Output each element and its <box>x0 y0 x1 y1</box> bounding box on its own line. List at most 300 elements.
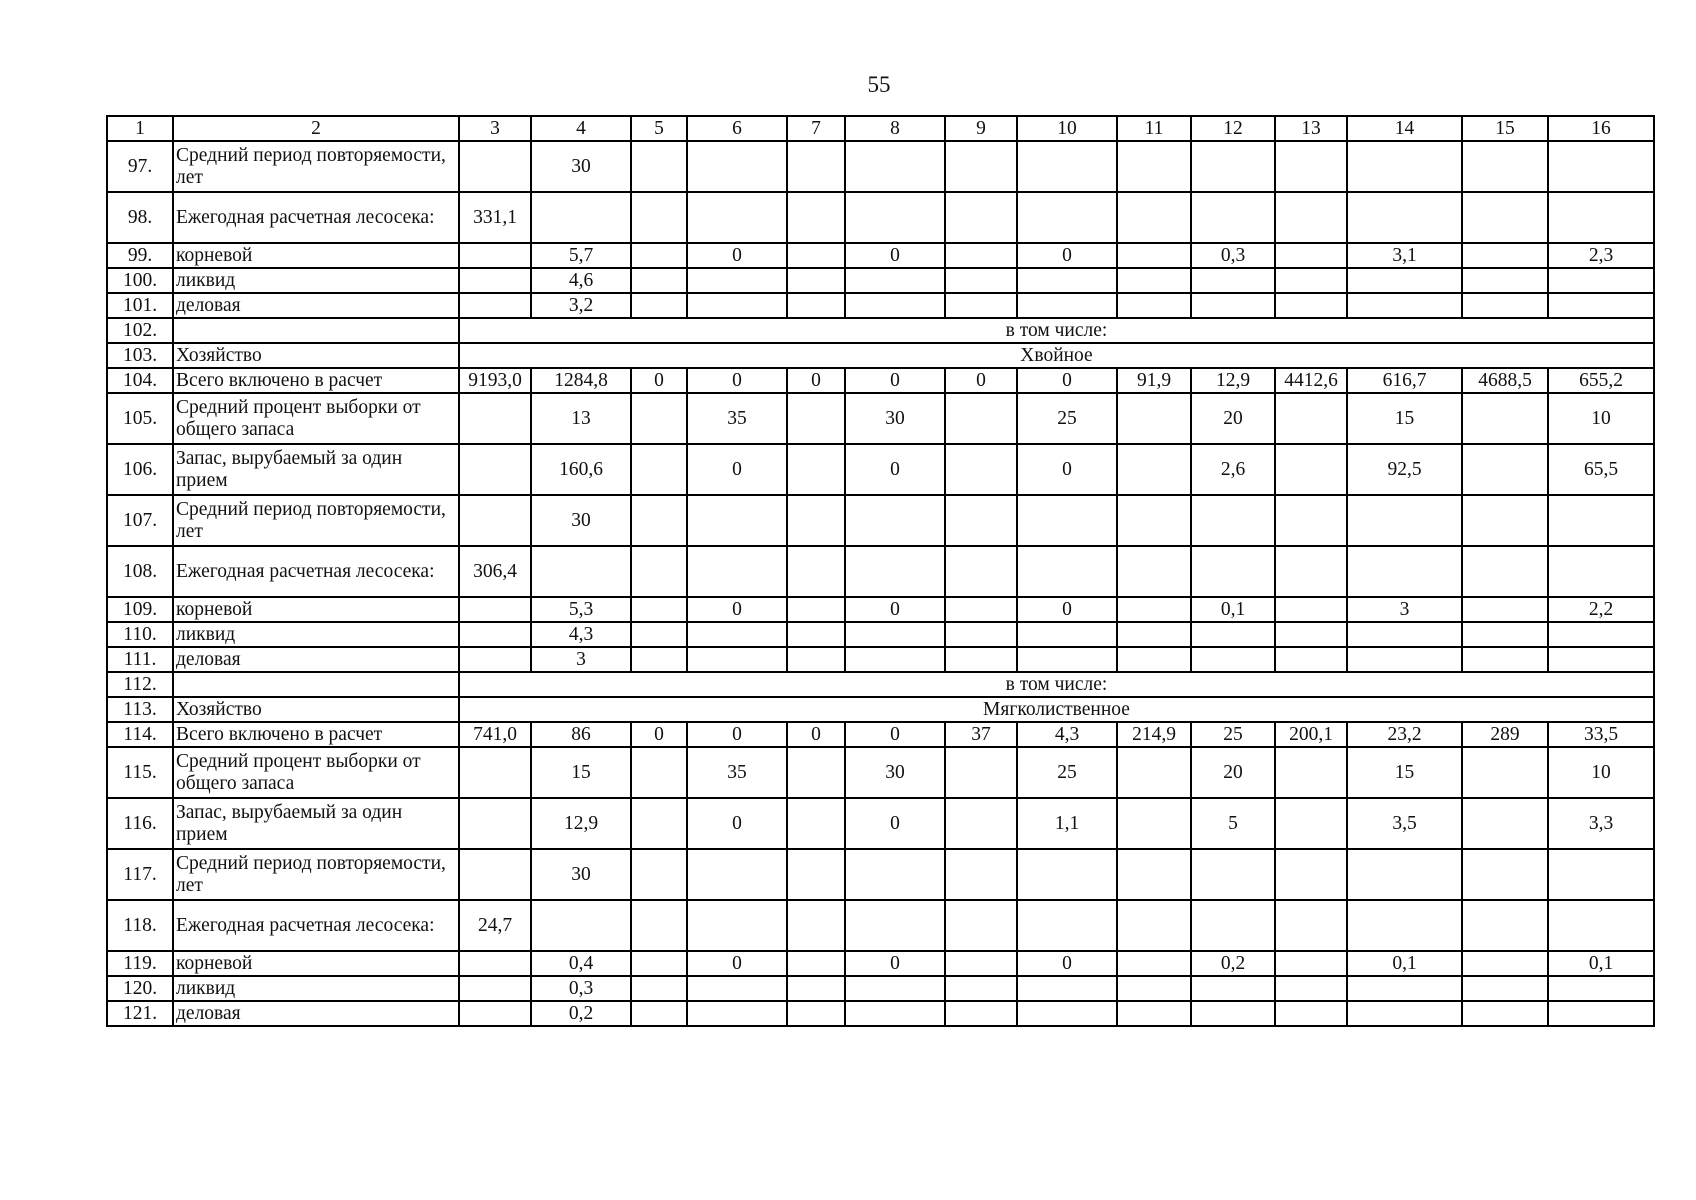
table-cell: 12,9 <box>1191 368 1275 393</box>
table-cell <box>945 647 1017 672</box>
table-cell: 4412,6 <box>1275 368 1347 393</box>
table-cell <box>1548 268 1654 293</box>
table-cell <box>945 141 1017 192</box>
table-cell: 0 <box>845 243 945 268</box>
table-cell: 1284,8 <box>531 368 631 393</box>
table-cell <box>1347 495 1462 546</box>
table-row <box>107 849 1654 900</box>
column-header: 16 <box>1548 116 1654 141</box>
table-cell: 0 <box>845 798 945 849</box>
table-cell <box>1548 1001 1654 1026</box>
table-cell: 0 <box>1017 951 1117 976</box>
table-cell <box>631 798 687 849</box>
table-cell <box>687 293 787 318</box>
table-cell: 0 <box>687 243 787 268</box>
table-cell <box>1017 546 1117 597</box>
table-cell <box>631 192 687 243</box>
row-number: 108. <box>107 546 173 597</box>
table-cell <box>459 951 531 976</box>
forest-calculation-table <box>106 115 1655 1027</box>
table-cell <box>687 622 787 647</box>
table-cell: 0 <box>845 597 945 622</box>
column-header: 5 <box>631 116 687 141</box>
table-cell <box>459 444 531 495</box>
table-cell <box>945 192 1017 243</box>
row-label: деловая <box>173 1001 459 1026</box>
table-cell <box>845 546 945 597</box>
table-cell: 0 <box>845 951 945 976</box>
table-cell <box>1275 951 1347 976</box>
table-cell <box>1117 849 1191 900</box>
table-cell <box>1117 243 1191 268</box>
table-cell <box>459 393 531 444</box>
table-cell <box>945 951 1017 976</box>
table-cell: 9193,0 <box>459 368 531 393</box>
table-cell <box>787 647 845 672</box>
table-cell <box>1347 293 1462 318</box>
table-cell <box>631 951 687 976</box>
table-cell <box>1462 141 1548 192</box>
table-cell <box>945 495 1017 546</box>
column-header: 2 <box>173 116 459 141</box>
table-cell <box>945 849 1017 900</box>
table-cell <box>1462 1001 1548 1026</box>
table-cell: 30 <box>531 141 631 192</box>
table-cell: 25 <box>1017 393 1117 444</box>
table-cell <box>631 622 687 647</box>
table-cell: 25 <box>1017 747 1117 798</box>
table-cell <box>845 900 945 951</box>
table-row <box>107 951 1654 976</box>
table-cell: 0 <box>687 597 787 622</box>
row-label: Запас, вырубаемый за один прием <box>173 798 459 849</box>
table-cell <box>1117 141 1191 192</box>
table-row <box>107 141 1654 192</box>
table-cell <box>1191 900 1275 951</box>
table-row <box>107 495 1654 546</box>
table-cell <box>787 393 845 444</box>
page-number: 55 <box>867 72 891 97</box>
table-row <box>107 268 1654 293</box>
table-cell <box>1462 622 1548 647</box>
table-cell <box>1347 647 1462 672</box>
header-row <box>107 116 1654 141</box>
table-cell <box>1191 546 1275 597</box>
table-cell <box>1275 495 1347 546</box>
table-cell <box>1347 1001 1462 1026</box>
row-number: 102. <box>107 318 173 343</box>
table-cell <box>945 597 1017 622</box>
table-cell <box>787 268 845 293</box>
row-label: Всего включено в расчет <box>173 722 459 747</box>
row-number: 105. <box>107 393 173 444</box>
row-number: 117. <box>107 849 173 900</box>
table-cell <box>459 976 531 1001</box>
table-cell <box>1275 747 1347 798</box>
table-cell <box>1347 192 1462 243</box>
table-cell: 30 <box>531 849 631 900</box>
table-cell <box>1462 849 1548 900</box>
table-cell <box>787 444 845 495</box>
table-cell: 4,6 <box>531 268 631 293</box>
column-header: 6 <box>687 116 787 141</box>
table-cell <box>945 976 1017 1001</box>
table-cell <box>845 192 945 243</box>
table-cell <box>1548 622 1654 647</box>
table-cell: 0 <box>845 722 945 747</box>
row-label: Средний период повторяемости, лет <box>173 495 459 546</box>
row-number: 120. <box>107 976 173 1001</box>
row-label: Средний процент выборки от общего запаса <box>173 393 459 444</box>
table-cell <box>787 849 845 900</box>
row-number: 112. <box>107 672 173 697</box>
table-cell <box>845 1001 945 1026</box>
table-cell <box>1017 849 1117 900</box>
row-number: 113. <box>107 697 173 722</box>
table-cell <box>687 900 787 951</box>
table-cell: 3,5 <box>1347 798 1462 849</box>
table-cell: 0 <box>787 722 845 747</box>
table-cell: 5,3 <box>531 597 631 622</box>
table-cell <box>459 141 531 192</box>
row-number: 119. <box>107 951 173 976</box>
table-cell <box>1275 293 1347 318</box>
table-cell <box>631 546 687 597</box>
column-header: 8 <box>845 116 945 141</box>
table-cell <box>1117 1001 1191 1026</box>
table-cell: 65,5 <box>1548 444 1654 495</box>
table-cell: 0 <box>1017 444 1117 495</box>
table-cell: 91,9 <box>1117 368 1191 393</box>
row-number: 100. <box>107 268 173 293</box>
table-cell: 0 <box>845 444 945 495</box>
table-cell: 0 <box>1017 243 1117 268</box>
table-row <box>107 622 1654 647</box>
table-cell <box>1191 1001 1275 1026</box>
table-cell <box>1548 546 1654 597</box>
table-cell: 0 <box>687 798 787 849</box>
table-cell <box>459 293 531 318</box>
table-cell <box>687 141 787 192</box>
table-cell <box>945 900 1017 951</box>
table-row <box>107 444 1654 495</box>
table-cell <box>631 393 687 444</box>
table-cell: 0,1 <box>1347 951 1462 976</box>
table-cell <box>1191 495 1275 546</box>
table-cell: 0 <box>787 368 845 393</box>
row-number: 98. <box>107 192 173 243</box>
table-cell: 86 <box>531 722 631 747</box>
row-number: 114. <box>107 722 173 747</box>
table-cell <box>687 192 787 243</box>
table-cell <box>1275 141 1347 192</box>
row-number: 111. <box>107 647 173 672</box>
table-cell <box>787 495 845 546</box>
row-label: Ежегодная расчетная лесосека: <box>173 192 459 243</box>
row-number: 121. <box>107 1001 173 1026</box>
table-cell: 15 <box>1347 747 1462 798</box>
table-cell <box>631 141 687 192</box>
table-cell <box>1117 293 1191 318</box>
table-cell: 25 <box>1191 722 1275 747</box>
table-cell: 3 <box>531 647 631 672</box>
table-cell <box>459 849 531 900</box>
table-cell: 0 <box>631 722 687 747</box>
table-row <box>107 318 1654 343</box>
table-row <box>107 798 1654 849</box>
table-cell <box>1462 293 1548 318</box>
row-number: 116. <box>107 798 173 849</box>
table-cell <box>1275 622 1347 647</box>
row-number: 118. <box>107 900 173 951</box>
table-cell: 0 <box>687 444 787 495</box>
table-cell <box>1275 268 1347 293</box>
table-row <box>107 546 1654 597</box>
table-cell: 655,2 <box>1548 368 1654 393</box>
table-cell: 30 <box>845 747 945 798</box>
table-cell <box>787 293 845 318</box>
table-row <box>107 192 1654 243</box>
column-header: 13 <box>1275 116 1347 141</box>
table-row <box>107 597 1654 622</box>
section-heading: Хвойное <box>459 343 1654 368</box>
row-number: 107. <box>107 495 173 546</box>
table-cell <box>1275 393 1347 444</box>
table-cell <box>1548 900 1654 951</box>
table-cell <box>1462 243 1548 268</box>
table-cell <box>631 495 687 546</box>
table-cell <box>459 597 531 622</box>
table-cell: 92,5 <box>1347 444 1462 495</box>
table-cell <box>531 546 631 597</box>
row-label: ликвид <box>173 622 459 647</box>
column-header: 12 <box>1191 116 1275 141</box>
table-cell <box>687 976 787 1001</box>
table-cell <box>787 243 845 268</box>
table-cell <box>787 900 845 951</box>
table-cell <box>845 849 945 900</box>
table-cell <box>945 393 1017 444</box>
row-label: Средний процент выборки от общего запаса <box>173 747 459 798</box>
table-cell: 5 <box>1191 798 1275 849</box>
table-cell: 0 <box>631 368 687 393</box>
table-cell: 4688,5 <box>1462 368 1548 393</box>
table-cell <box>1017 268 1117 293</box>
table-cell: 35 <box>687 393 787 444</box>
table-cell: 5,7 <box>531 243 631 268</box>
table-cell: 0,4 <box>531 951 631 976</box>
table-cell <box>1117 393 1191 444</box>
table-cell <box>459 747 531 798</box>
table-cell <box>687 1001 787 1026</box>
row-label: корневой <box>173 951 459 976</box>
table-cell <box>459 268 531 293</box>
table-cell <box>1117 597 1191 622</box>
table-cell: 10 <box>1548 747 1654 798</box>
row-label: Средний период повторяемости, лет <box>173 141 459 192</box>
table-cell <box>1017 1001 1117 1026</box>
table-cell: 15 <box>531 747 631 798</box>
section-heading: в том числе: <box>459 672 1654 697</box>
table-row <box>107 393 1654 444</box>
table-cell <box>845 976 945 1001</box>
table-row <box>107 293 1654 318</box>
table-cell <box>1548 976 1654 1001</box>
table-cell <box>1347 268 1462 293</box>
row-number: 110. <box>107 622 173 647</box>
table-cell <box>1462 495 1548 546</box>
table-cell <box>945 243 1017 268</box>
table-cell <box>531 192 631 243</box>
table-row <box>107 368 1654 393</box>
table-row <box>107 672 1654 697</box>
table-cell <box>1462 976 1548 1001</box>
table-cell <box>1191 293 1275 318</box>
row-label: корневой <box>173 597 459 622</box>
table-cell: 0 <box>1017 368 1117 393</box>
table-cell: 0 <box>687 368 787 393</box>
table-row <box>107 343 1654 368</box>
table-cell: 12,9 <box>531 798 631 849</box>
table-cell <box>631 597 687 622</box>
table-cell: 0,1 <box>1548 951 1654 976</box>
table-cell <box>1347 546 1462 597</box>
table-cell: 2,2 <box>1548 597 1654 622</box>
row-label: Средний период повторяемости, лет <box>173 849 459 900</box>
table-cell: 1,1 <box>1017 798 1117 849</box>
table-cell <box>1347 976 1462 1001</box>
table-cell <box>459 495 531 546</box>
table-row <box>107 697 1654 722</box>
table-cell <box>787 798 845 849</box>
table-cell <box>845 495 945 546</box>
table-cell <box>1347 622 1462 647</box>
table-cell: 0 <box>1017 597 1117 622</box>
table-cell <box>1117 444 1191 495</box>
table-cell <box>631 976 687 1001</box>
table-cell <box>459 243 531 268</box>
table-cell <box>1275 976 1347 1001</box>
table-cell: 306,4 <box>459 546 531 597</box>
table-cell <box>1017 622 1117 647</box>
table-cell: 0,2 <box>1191 951 1275 976</box>
table-cell <box>687 647 787 672</box>
table-cell: 15 <box>1347 393 1462 444</box>
table-cell <box>687 495 787 546</box>
table-cell <box>1117 647 1191 672</box>
table-cell: 23,2 <box>1347 722 1462 747</box>
table-cell: 0 <box>687 951 787 976</box>
column-header: 1 <box>107 116 173 141</box>
table-cell: 0 <box>687 722 787 747</box>
table-cell <box>1117 976 1191 1001</box>
section-heading: в том числе: <box>459 318 1654 343</box>
table-cell: 4,3 <box>1017 722 1117 747</box>
table-cell <box>1017 900 1117 951</box>
table-cell <box>1117 192 1191 243</box>
table-cell <box>787 951 845 976</box>
table-row <box>107 900 1654 951</box>
table-cell <box>1117 900 1191 951</box>
column-header: 10 <box>1017 116 1117 141</box>
table-cell <box>631 849 687 900</box>
table-cell <box>687 268 787 293</box>
table-cell <box>1548 647 1654 672</box>
column-header: 4 <box>531 116 631 141</box>
table-cell: 0,3 <box>1191 243 1275 268</box>
row-label: Ежегодная расчетная лесосека: <box>173 546 459 597</box>
table-row <box>107 647 1654 672</box>
row-number: 101. <box>107 293 173 318</box>
table-cell <box>1275 243 1347 268</box>
table-cell: 0 <box>845 368 945 393</box>
table-cell <box>1117 622 1191 647</box>
table-cell: 24,7 <box>459 900 531 951</box>
table-cell <box>1017 495 1117 546</box>
column-header: 3 <box>459 116 531 141</box>
table-cell <box>787 546 845 597</box>
table-cell: 2,3 <box>1548 243 1654 268</box>
table-cell <box>459 622 531 647</box>
table-cell: 289 <box>1462 722 1548 747</box>
table-cell <box>1017 647 1117 672</box>
table-cell <box>1462 546 1548 597</box>
table-cell <box>787 976 845 1001</box>
row-number: 97. <box>107 141 173 192</box>
table-cell <box>1117 268 1191 293</box>
table-cell <box>945 747 1017 798</box>
table-row <box>107 243 1654 268</box>
table-cell <box>945 798 1017 849</box>
table-cell: 214,9 <box>1117 722 1191 747</box>
table-cell <box>1548 849 1654 900</box>
table-cell <box>1462 951 1548 976</box>
table-cell <box>1462 900 1548 951</box>
table-cell <box>945 293 1017 318</box>
table-cell <box>1275 900 1347 951</box>
column-header: 14 <box>1347 116 1462 141</box>
table-cell <box>1347 900 1462 951</box>
table-cell <box>1117 495 1191 546</box>
table-cell: 3 <box>1347 597 1462 622</box>
row-label: ликвид <box>173 268 459 293</box>
row-label: Хозяйство <box>173 697 459 722</box>
table-cell <box>1191 647 1275 672</box>
table-cell <box>1117 747 1191 798</box>
table-cell <box>1117 951 1191 976</box>
table-cell <box>631 243 687 268</box>
table-cell <box>1117 546 1191 597</box>
table-cell: 30 <box>531 495 631 546</box>
table-cell <box>1017 192 1117 243</box>
table-row <box>107 1001 1654 1026</box>
table-cell <box>787 622 845 647</box>
table-cell <box>1462 747 1548 798</box>
table-cell: 3,3 <box>1548 798 1654 849</box>
table-cell <box>687 849 787 900</box>
table-cell <box>631 444 687 495</box>
row-label: Запас, вырубаемый за один прием <box>173 444 459 495</box>
column-header: 15 <box>1462 116 1548 141</box>
table-cell <box>1191 268 1275 293</box>
table-cell <box>1462 798 1548 849</box>
table-cell <box>945 1001 1017 1026</box>
table-cell: 4,3 <box>531 622 631 647</box>
table-cell <box>459 647 531 672</box>
table-cell: 331,1 <box>459 192 531 243</box>
table-cell <box>631 293 687 318</box>
table-cell: 0,3 <box>531 976 631 1001</box>
